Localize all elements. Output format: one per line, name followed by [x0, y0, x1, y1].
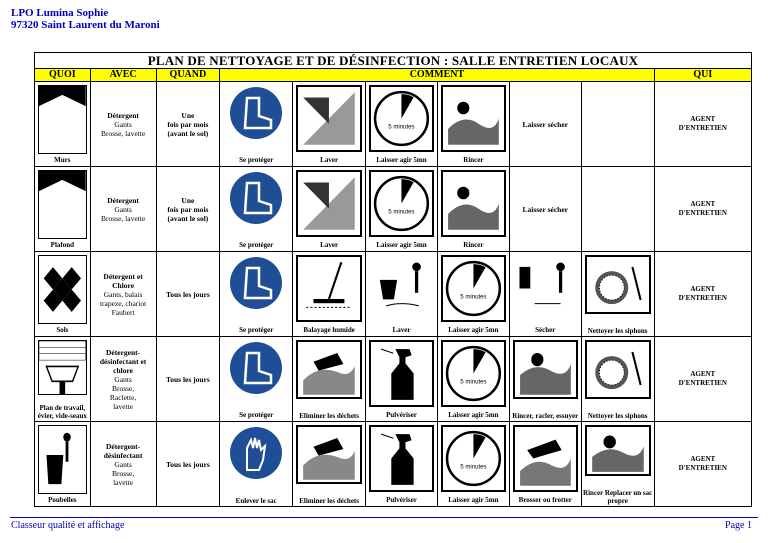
- step-wait: 5 minutes Laisser agir 5mn: [366, 82, 438, 167]
- qui-cell: AGENT D'ENTRETIEN: [654, 422, 751, 507]
- svg-text:5 minutes: 5 minutes: [460, 378, 487, 386]
- spray-bottle-icon: [369, 340, 434, 407]
- boot-icon: [229, 256, 283, 310]
- boot-icon: [229, 171, 283, 225]
- scrub-icon: [513, 425, 578, 492]
- wash-wall-icon: [296, 85, 362, 152]
- avec-cell: Détergent- désinfectant et chlore Gants Brosse, Raclette, lavette: [90, 337, 156, 422]
- step-rinse-replace: Rincer Replacer un sac propre: [581, 422, 654, 507]
- col-header-qui: QUI: [654, 69, 751, 82]
- siphon-icon: [585, 255, 651, 314]
- step-protect: Se protéger: [220, 252, 293, 337]
- step-remove-waste: Eliminer les déchets: [293, 337, 366, 422]
- step-siphon: Nettoyer les siphons: [581, 252, 654, 337]
- step-protect: Se protéger: [220, 82, 293, 167]
- page-number: Page 1: [725, 520, 752, 531]
- col-header-comment: COMMENT: [220, 69, 654, 82]
- qui-cell: AGENT D'ENTRETIEN: [654, 252, 751, 337]
- col-header-quoi: QUOI: [35, 69, 91, 82]
- table-row: [35, 422, 752, 507]
- step-wait: 5 minutes Laisser agir 5mn: [437, 252, 509, 337]
- org-name: LPO Lumina Sophie: [11, 7, 109, 19]
- quoi-sols: Sols: [35, 252, 91, 337]
- step-rinse: Rincer: [437, 82, 509, 167]
- sink-icon: [38, 340, 87, 395]
- wipe-surface-icon: [296, 340, 362, 399]
- quoi-murs: Murs: [35, 82, 91, 167]
- quand-cell: Une fois par mois (avant le sol): [156, 82, 220, 167]
- step-empty: [581, 82, 654, 167]
- org-address: 97320 Saint Laurent du Maroni: [11, 19, 160, 31]
- clock-icon: [369, 170, 434, 237]
- step-protect: Se protéger: [220, 167, 293, 252]
- step-spray: Pulvériser: [366, 422, 438, 507]
- clock-icon: [441, 425, 506, 492]
- rinse-icon: [513, 340, 578, 399]
- clock-icon: [441, 255, 506, 322]
- bucket-icon: [369, 255, 434, 322]
- quand-cell: Tous les jours: [156, 422, 220, 507]
- quand-cell: Tous les jours: [156, 337, 220, 422]
- ceiling-icon: [38, 170, 87, 239]
- step-wait: 5 minutes Laisser agir 5mn: [437, 337, 509, 422]
- boot-icon: [229, 341, 283, 395]
- quoi-plan-de-travail: Plan de travail, évier, vide-seaux: [35, 337, 91, 422]
- gloves-icon: [229, 426, 283, 480]
- siphon-icon: [585, 340, 651, 399]
- step-protect: Se protéger: [220, 337, 293, 422]
- spray-bottle-icon: [369, 425, 434, 492]
- table-row: [35, 82, 752, 167]
- trash-can-icon: [38, 425, 87, 494]
- rinse-icon: [441, 170, 506, 237]
- step-remove-waste: Eliminer les déchets: [293, 422, 366, 507]
- footer-left-text: Classeur qualité et affichage: [11, 520, 125, 531]
- quand-cell: Tous les jours: [156, 252, 220, 337]
- qui-cell: AGENT D'ENTRETIEN: [654, 337, 751, 422]
- quoi-plafond: Plafond: [35, 167, 91, 252]
- mop-icon: [296, 255, 362, 322]
- step-dry: Laisser sécher: [509, 82, 581, 167]
- plan-title: PLAN DE NETTOYAGE ET DE DÉSINFECTION : SALLE ENTRETIEN LOCAUX: [35, 53, 752, 69]
- footer-divider: [10, 517, 758, 518]
- col-header-quand: QUAND: [156, 69, 220, 82]
- step-siphon: Nettoyer les siphons: [581, 337, 654, 422]
- qui-cell: AGENT D'ENTRETIEN: [654, 167, 751, 252]
- step-wash: Laver: [293, 167, 366, 252]
- avec-cell: Détergent Gants Brosse, lavette: [90, 167, 156, 252]
- cleaning-plan-table: [34, 52, 752, 507]
- step-wash: Laver: [366, 252, 438, 337]
- table-row: [35, 167, 752, 252]
- step-rinse: Rincer: [437, 167, 509, 252]
- organization-header: [11, 7, 160, 31]
- step-scrub: Brosser ou frotter: [509, 422, 581, 507]
- table-row: [35, 337, 752, 422]
- avec-cell: Détergent Gants Brosse, lavette: [90, 82, 156, 167]
- step-wait: 5 minutes Laisser agir 5mn: [366, 167, 438, 252]
- avec-cell: Détergent et Chlore Gants, balais trapeze, chariot Faubert: [90, 252, 156, 337]
- dry-floor-icon: [513, 255, 578, 322]
- step-mop: Balayage humide: [293, 252, 366, 337]
- wash-wall-icon: [296, 170, 362, 237]
- step-wait: 5 minutes Laisser agir 5mn: [437, 422, 509, 507]
- avec-cell: Détergent- désinfectant Gants Brosse, lavette: [90, 422, 156, 507]
- svg-text:5 minutes: 5 minutes: [388, 123, 415, 131]
- step-wash: Laver: [293, 82, 366, 167]
- floor-tile-icon: [38, 255, 87, 324]
- clock-icon: [441, 340, 506, 407]
- quoi-poubelles: Poubelles: [35, 422, 91, 507]
- step-remove-bag: Enlever le sac: [220, 422, 293, 507]
- boot-icon: [229, 86, 283, 140]
- col-header-avec: AVEC: [90, 69, 156, 82]
- step-empty: [581, 167, 654, 252]
- svg-text:5 minutes: 5 minutes: [388, 208, 415, 216]
- step-dry: Laisser sécher: [509, 167, 581, 252]
- step-rinse-scrape: Rincer, racler, essuyer: [509, 337, 581, 422]
- clock-icon: [369, 85, 434, 152]
- svg-text:5 minutes: 5 minutes: [460, 293, 487, 301]
- rinse-icon: [441, 85, 506, 152]
- svg-text:5 minutes: 5 minutes: [460, 463, 487, 471]
- wall-icon: [38, 85, 87, 154]
- table-row: [35, 252, 752, 337]
- step-spray: Pulvériser: [366, 337, 438, 422]
- wipe-surface-icon: [296, 425, 362, 484]
- rinse-icon: [585, 425, 651, 476]
- qui-cell: AGENT D'ENTRETIEN: [654, 82, 751, 167]
- quand-cell: Une fois par mois (avant le sol): [156, 167, 220, 252]
- step-dry: Sécher: [509, 252, 581, 337]
